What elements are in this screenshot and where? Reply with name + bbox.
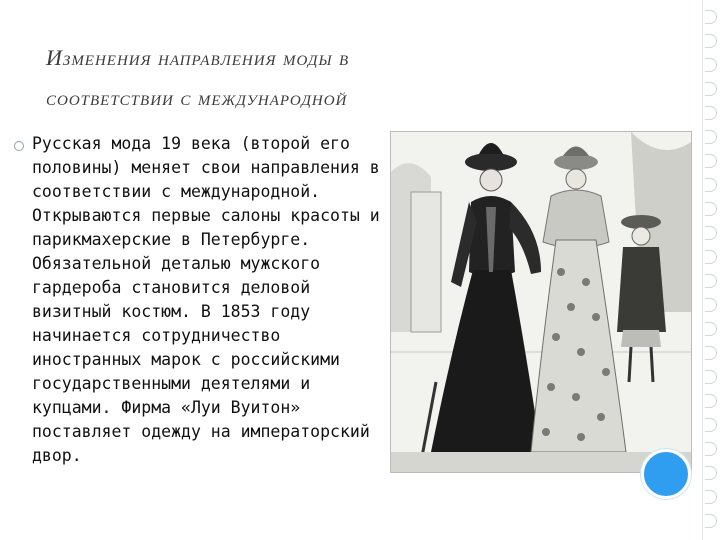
slide-title-line-1: Изменения направления моды в: [46, 45, 350, 70]
binding-ring-icon: [705, 58, 717, 72]
notebook-binding: [700, 0, 720, 540]
binding-ring-icon: [705, 442, 717, 456]
binding-ring-icon: [705, 346, 717, 360]
slide-title: [46, 38, 606, 118]
binding-ring-icon: [705, 370, 717, 384]
binding-ring-icon: [705, 178, 717, 192]
binding-ring-icon: [705, 82, 717, 96]
binding-ring-icon: [705, 10, 717, 24]
blue-circle-decoration-icon: [641, 449, 691, 499]
fashion-figures-illustration: [391, 132, 691, 472]
binding-ring-icon: [705, 274, 717, 288]
binding-ring-icon: [705, 490, 717, 504]
binding-ring-icon: [705, 154, 717, 168]
slide-title-line-2: соответствии с международной: [46, 85, 348, 110]
binding-ring-icon: [705, 202, 717, 216]
binding-ring-icon: [705, 298, 717, 312]
binding-ring-icon: [705, 250, 717, 264]
binding-ring-icon: [705, 322, 717, 336]
binding-ring-icon: [705, 418, 717, 432]
body-paragraph: Русская мода 19 века (второй его половины) меняет свои направления в соответствии с международной. Открываются первые салоны красоты и парикмахерские в Петербурге. Обязательной деталью мужского гардероба становится деловой визитный костюм. В 1853 году начинается сотрудничество иностранных марок с российскими государственными деятелями и купцами. Фирма «Луи Вуитон» поставляет одежду на императорский двор.: [32, 134, 380, 465]
binding-ring-icon: [705, 394, 717, 408]
binding-edge-line: [702, 0, 703, 540]
binding-ring-icon: [705, 514, 717, 528]
bullet-icon: [14, 141, 24, 151]
binding-ring-icon: [705, 34, 717, 48]
fashion-engraving-image: [390, 131, 692, 473]
binding-ring-icon: [705, 226, 717, 240]
binding-ring-icon: [705, 130, 717, 144]
binding-ring-icon: [705, 106, 717, 120]
binding-ring-icon: [705, 466, 717, 480]
